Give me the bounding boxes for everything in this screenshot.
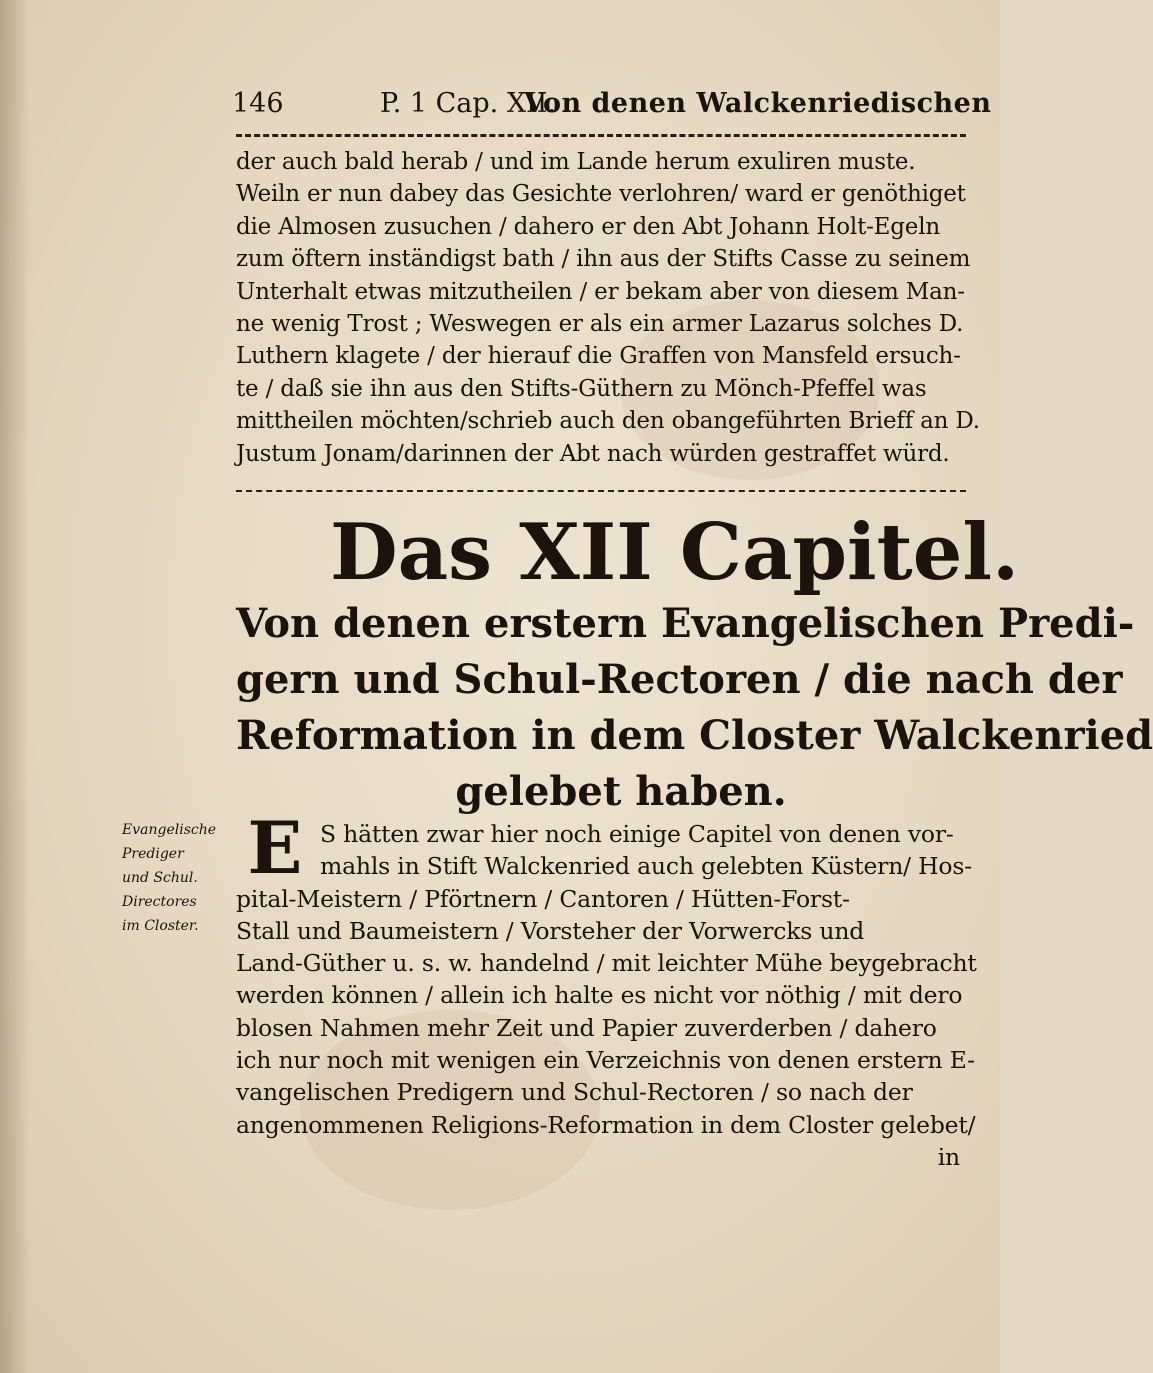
text-line: Stall und Baumeistern / Vorsteher der Vorwercks und — [236, 916, 865, 945]
text-block — [236, 146, 980, 470]
running-title: Von denen Walckenriedischen — [524, 88, 992, 119]
marginal-note — [122, 818, 234, 938]
chapter-paragraph — [236, 818, 977, 1173]
chapter-reference: P. 1 Cap. XII. — [380, 88, 556, 119]
text-line: der auch bald herab / und im Lande herum exuliren muste. — [236, 149, 916, 175]
subtitle-line: Reformation in dem Closter Walckenried — [236, 712, 1153, 759]
text-line: werden können / allein ich halte es nicht vor nöthig / mit dero — [236, 981, 963, 1010]
text-line: blosen Nahmen mehr Zeit und Papier zuverderben / dahero — [236, 1013, 937, 1042]
text-line: angenommenen Religions-Reformation in dem Closter gelebet/ — [236, 1110, 976, 1139]
marginal-line: Directores — [122, 894, 197, 910]
running-header — [232, 88, 992, 128]
subtitle-line: Von denen erstern Evangelischen Predi- — [236, 600, 1135, 647]
catchword: in — [937, 1142, 960, 1171]
text-line: Land-Güther u. s. w. handelnd / mit leichter Mühe beygebracht — [236, 949, 977, 978]
text-line: ne wenig Trost ; Weswegen er als ein armer Lazarus solches D. — [236, 310, 964, 337]
text-line: Unterhalt etwas mitzutheilen / er bekam aber von diesem Man- — [236, 278, 965, 305]
text-line: Justum Jonam/darinnen der Abt nach würden gestraffet würd. — [236, 440, 950, 467]
text-line: vangelischen Predigern und Schul-Rectoren / so nach der — [236, 1078, 913, 1107]
subtitle-line: gern und Schul-Rectoren / die nach der — [236, 656, 1123, 703]
marginal-line: und Schul. — [122, 870, 198, 886]
text-line: Weiln er nun dabey das Gesichte verlohren/ ward er genöthiget — [236, 181, 966, 208]
text-line: die Almosen zusuchen / dahero er den Abt Johann Holt-Egeln — [236, 213, 940, 240]
marginal-line: Prediger — [122, 846, 184, 862]
marginal-line: Evangelische — [122, 822, 217, 838]
header-rule — [236, 134, 966, 137]
page-gutter-shadow — [0, 0, 30, 1373]
subtitle-line: gelebet haben. — [455, 768, 787, 815]
text-line: te / daß sie ihn aus den Stifts-Güthern zu Mönch-Pfeffel was — [236, 375, 927, 402]
section-rule — [236, 490, 966, 492]
text-line: ich nur noch mit wenigen ein Verzeichnis von denen erstern E- — [236, 1046, 975, 1075]
marginal-line: im Closter. — [122, 918, 199, 934]
drop-capital: E — [247, 805, 303, 890]
chapter-title: Das XII Capitel. — [330, 507, 1020, 598]
text-line: mittheilen möchten/schrieb auch den obangeführten Brieff an D. — [236, 408, 980, 435]
page-number: 146 — [232, 88, 284, 119]
text-line: S hätten zwar hier noch einige Capitel von denen vor- — [320, 820, 954, 848]
text-line: Luthern klagete / der hierauf die Graffen von Mansfeld ersuch- — [236, 343, 961, 370]
text-line: mahls in Stift Walckenried auch gelebten Küstern/ Hos- — [320, 852, 972, 881]
text-line: pital-Meistern / Pförtnern / Cantoren / Hütten-Forst- — [236, 884, 850, 913]
chapter-subtitle — [236, 596, 1153, 820]
text-line: zum öftern inständigst bath / ihn aus der Stifts Casse zu seinem — [236, 246, 971, 273]
